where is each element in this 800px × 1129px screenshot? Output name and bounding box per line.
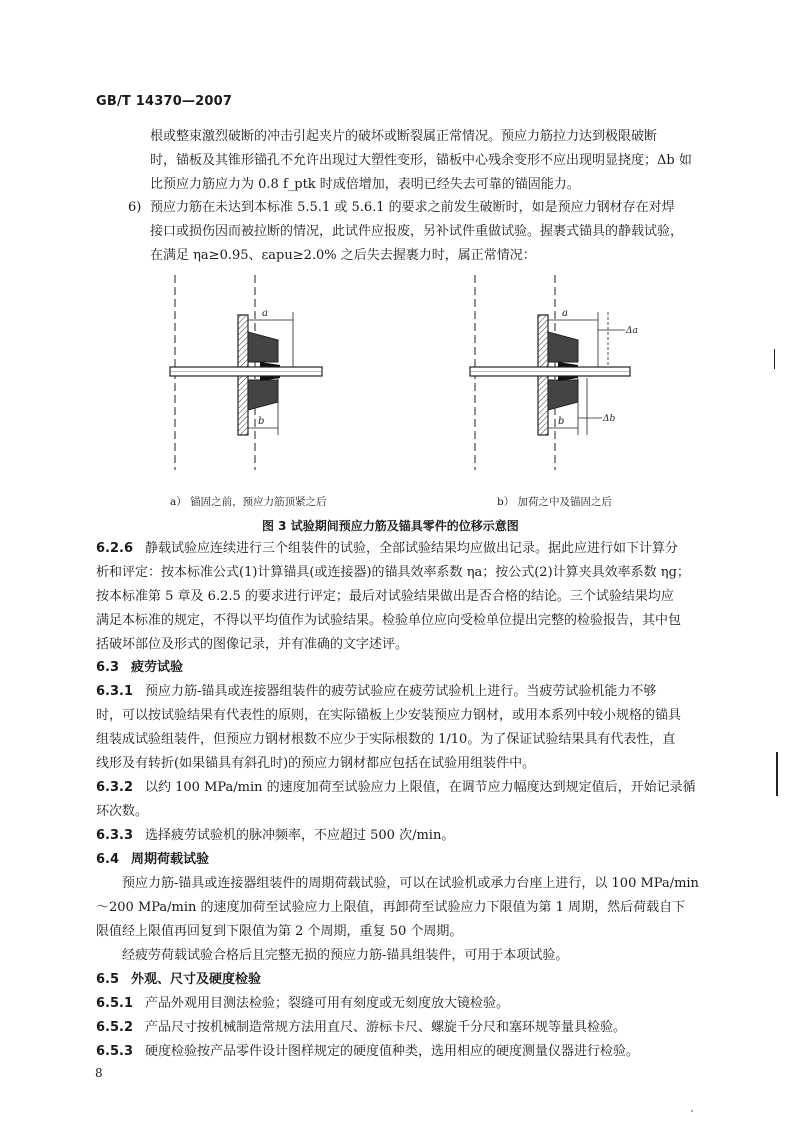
dimension-label-delta-a: Δa	[626, 326, 638, 336]
section-number: 6.5	[96, 972, 120, 987]
paragraph-line: 时，可以按试验结果有代表性的原则，在实际锚板上少安装预应力钢材，或用本系列中较小规格的锚具	[96, 708, 682, 723]
dimension-label-a: a	[262, 308, 268, 319]
section-number: 6.5.2	[96, 1020, 134, 1035]
section-number: 6.5.1	[96, 996, 134, 1011]
paragraph-line: 选择疲劳试验机的脉冲频率，不应超过 500 次/min。	[145, 828, 455, 843]
section-number: 6.3.2	[96, 780, 134, 795]
section-number: 6.2.6	[96, 541, 134, 556]
list-item-label: 6)	[128, 200, 142, 215]
paragraph-line: 在满足 ηa≥0.95、εapu≥2.0% 之后失去握裹力时，属正常情况：	[150, 248, 536, 263]
figure-caption-b: b） 加荷之中及锚固之后	[497, 496, 613, 508]
paragraph-line: 按本标准第 5 章及 6.2.5 的要求进行评定；最后对试验结果做出是否合格的结论。三个试验结果均应	[96, 589, 674, 604]
scan-mark	[776, 752, 778, 796]
diagram-b	[470, 275, 638, 470]
dimension-label-a: a	[562, 308, 568, 319]
section-number: 6.4	[96, 852, 120, 867]
section-heading: 疲劳试验	[131, 660, 184, 675]
diagram-a	[170, 275, 322, 470]
dimension-label-b: b	[558, 416, 565, 427]
paragraph-line: 组装成试验组装件，但预应力钢材根数不应少于实际根数的 1/10。为了保证试验结果具有代表性，直	[96, 732, 676, 747]
paragraph-line: 静载试验应连续进行三个组装件的试验，全部试验结果均应做出记录。据此应进行如下计算分	[145, 541, 679, 556]
page-number: 8	[95, 1066, 103, 1080]
section-number: 6.3	[96, 660, 120, 675]
paragraph-line: 产品尺寸按机械制造常规方法用直尺、游标卡尺、螺旋千分尺和塞环规等量具检验。	[145, 1020, 627, 1035]
paragraph-line: 限值经上限值再回复到下限值为第 2 个周期，重复 50 个周期。	[96, 924, 463, 939]
section-heading: 周期荷载试验	[131, 852, 210, 867]
paragraph-line: 经疲劳荷载试验合格后且完整无损的预应力筋-锚具组装件，可用于本项试验。	[122, 948, 569, 963]
paragraph-line: 括破坏部位及形式的图像记录，并有准确的文字述评。	[96, 637, 409, 652]
displacement-figure	[150, 270, 660, 475]
scan-dot	[691, 1110, 693, 1112]
paragraph-line: ～200 MPa/min 的速度加荷至试验应力上限值，再卸荷至试验应力下限值为第 1 周期，然后荷载自下	[96, 900, 686, 915]
section-number: 6.3.1	[96, 684, 134, 699]
section-heading: 外观、尺寸及硬度检验	[131, 972, 262, 987]
paragraph-line: 满足本标准的规定，不得以平均值作为试验结果。检验单位应向受检单位提出完整的检验报告，其中包	[96, 613, 682, 628]
paragraph-line: 产品外观用目测法检验；裂缝可用有刻度或无刻度放大镜检验。	[145, 996, 510, 1011]
paragraph-line: 线形及有转折(如果锚具有斜孔时)的预应力钢材都应包括在试验用组装件中。	[96, 756, 536, 771]
paragraph-line: 环次数。	[96, 804, 149, 819]
dimension-label-delta-b: Δb	[603, 414, 616, 424]
paragraph-line: 时，锚板及其锥形锚孔不允许出现过大塑性变形，锚板中心残余变形不应出现明显挠度；Δb 如	[150, 153, 692, 168]
paragraph-line: 析和评定：按本标准公式(1)计算锚具(或连接器)的锚具效率系数 ηa；按公式(2)计算夹具效率系数 ηg；	[96, 565, 690, 580]
section-number: 6.5.3	[96, 1044, 134, 1059]
paragraph-line: 根或整束激烈破断的冲击引起夹片的破坏或断裂属正常情况。预应力筋拉力达到极限破断	[150, 129, 658, 144]
paragraph-line: 接口或损伤因而被拉断的情况，此试件应报废，另补试件重做试验。握裹式锚具的静载试验，	[150, 224, 684, 239]
paragraph-line: 以约 100 MPa/min 的速度加荷至试验应力上限值，在调节应力幅度达到规定值后，开始记录循	[145, 780, 696, 795]
paragraph-line: 预应力筋在未达到本标准 5.5.1 或 5.6.1 的要求之前发生破断时，如是预应力钢材存在对焊	[150, 200, 675, 215]
section-number: 6.3.3	[96, 828, 134, 843]
standard-code: GB/T 14370—2007	[96, 94, 233, 109]
paragraph-line: 预应力筋-锚具或连接器组装件的疲劳试验应在疲劳试验机上进行。当疲劳试验机能力不够	[145, 684, 657, 699]
figure-title: 图 3 试验期间预应力筋及锚具零件的位移示意图	[262, 519, 519, 533]
paragraph-line: 硬度检验按产品零件设计图样规定的硬度值种类，选用相应的硬度测量仪器进行检验。	[145, 1044, 640, 1059]
paragraph-line: 预应力筋-锚具或连接器组装件的周期荷载试验，可以在试验机或承力台座上进行，以 100 MPa/min	[122, 876, 699, 891]
paragraph-line: 比预应力筋应力为 0.8 f_ptk 时成倍增加，表明已经失去可靠的锚固能力。	[150, 177, 580, 192]
figure-caption-a: a） 锚固之前，预应力筋顶紧之后	[170, 496, 327, 508]
dimension-label-b: b	[258, 416, 265, 427]
scan-mark	[774, 349, 775, 369]
